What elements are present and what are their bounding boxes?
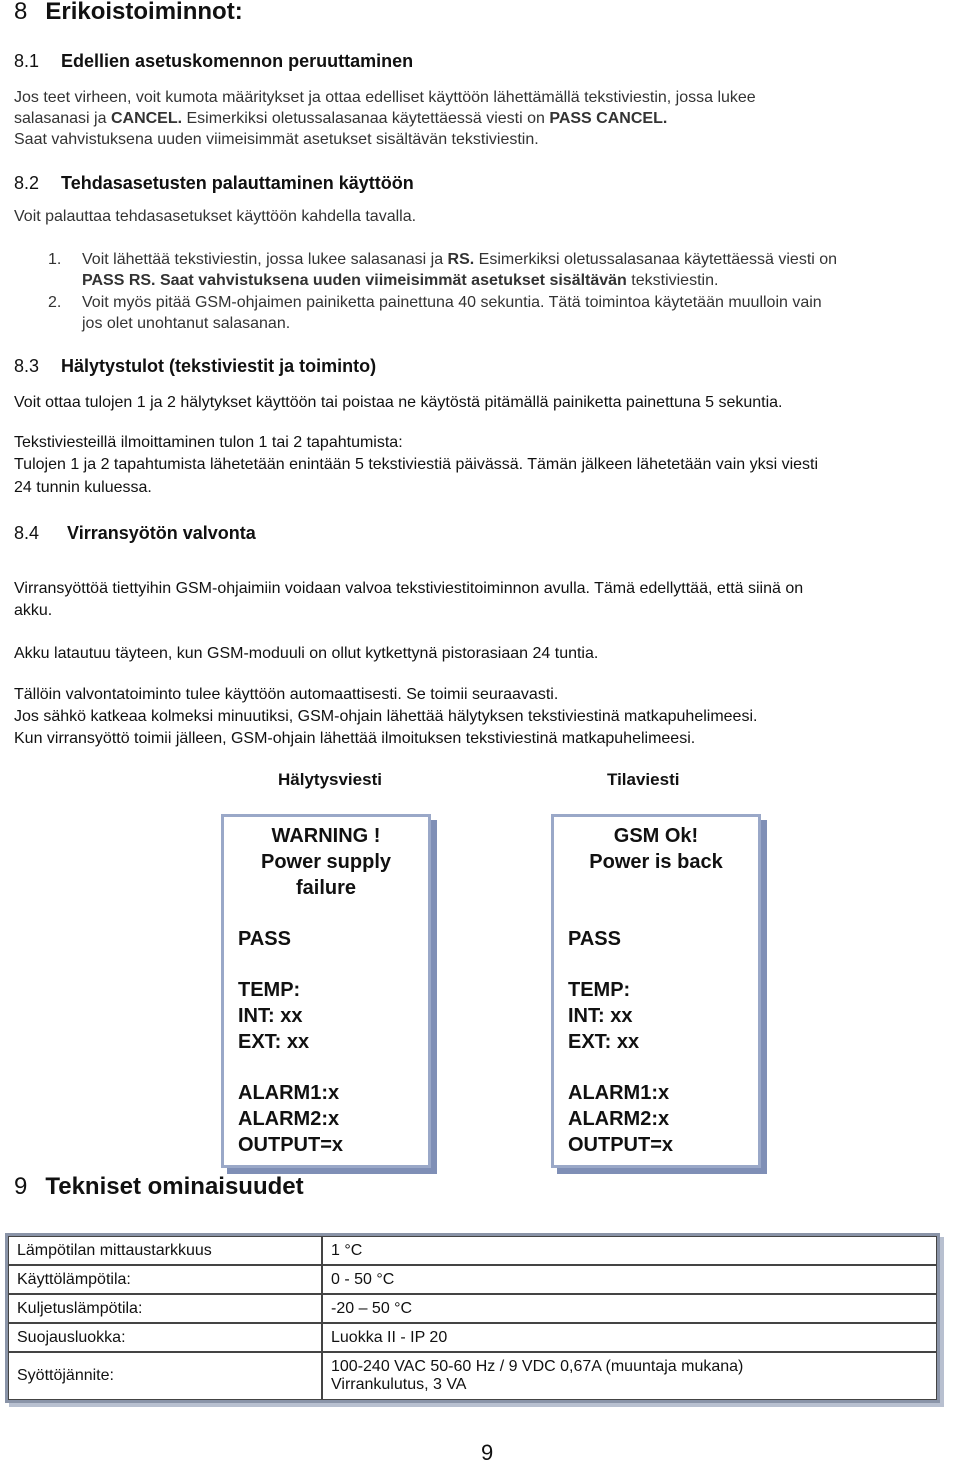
alarm-title-1: WARNING ! — [271, 825, 381, 847]
status-alarm1: ALARM1:x — [568, 1082, 670, 1104]
table-row — [8, 1352, 937, 1400]
section-8-2-intro: Voit palauttaa tehdasasetukset käyttöön kahdella tavalla. — [14, 208, 417, 225]
status-output: OUTPUT=x — [568, 1134, 674, 1156]
spec-value-line-2: Virrankulutus, 3 VA — [331, 1376, 467, 1393]
section-8-4-para-6: Kun virransyöttö toimii jälleen, GSM-ohjain lähettää ilmoituksen tekstiviestinä matkapuhelimeesi. — [14, 730, 696, 747]
spec-value: 1 °C — [322, 1236, 937, 1265]
section-8-3-para-1: Voit ottaa tulojen 1 ja 2 hälytykset käyttöön tai poistaa ne käytöstä pitämällä painiketta painettuna 5 sekuntia. — [14, 394, 783, 411]
specifications-table — [5, 1233, 940, 1403]
spec-value: -20 – 50 °C — [322, 1294, 937, 1323]
alarm-ext: EXT: xx — [238, 1031, 310, 1053]
alarm-message-label: Hälytysviesti — [278, 770, 382, 789]
section-8-4-para-2: akku. — [14, 602, 53, 619]
list-item-1-line-2: PASS RS. Saat vahvistuksena uuden viimeisimmät asetukset sisältävän tekstiviestin. — [82, 272, 719, 289]
section-8-heading: 8 Erikoistoiminnot: — [14, 0, 243, 25]
alarm-sms-box — [221, 814, 431, 1168]
page-number: 9 — [481, 1440, 494, 1465]
table-row — [8, 1294, 937, 1323]
alarm-temp: TEMP: — [238, 979, 301, 1001]
spec-key: Käyttölämpötila: — [8, 1265, 322, 1294]
section-8-3-heading: 8.3 Hälytystulot (tekstiviestit ja toiminto) — [14, 356, 377, 376]
list-item-2-line-2: jos olet unohtanut salasanan. — [82, 315, 291, 332]
section-8-4-para-5: Jos sähkö katkeaa kolmeksi minuutiksi, GSM-ohjain lähettää hälytyksen tekstiviestinä matkapuhelimeesi. — [14, 708, 758, 725]
list-item-2-line-1: Voit myös pitää GSM-ohjaimen painiketta painettuna 40 sekuntia. Tätä toimintoa käytetään muulloin vain — [82, 294, 822, 311]
section-8-4-para-3: Akku latautuu täyteen, kun GSM-moduuli on ollut kytkettynä pistorasiaan 24 tuntia. — [14, 645, 599, 662]
alarm-title-2: Power supply — [260, 851, 392, 873]
section-8-1-heading: 8.1 Edellien asetuskomennon peruuttaminen — [14, 51, 414, 71]
section-8-2-heading: 8.2 Tehdasasetusten palauttaminen käyttöön — [14, 173, 414, 193]
spec-value — [322, 1352, 937, 1400]
alarm-int: INT: xx — [238, 1005, 303, 1027]
alarm-pass: PASS — [238, 928, 291, 950]
section-8-3-para-2: Tekstiviesteillä ilmoittaminen tulon 1 tai 2 tapahtumista: — [14, 434, 403, 451]
spec-key: Syöttöjännite: — [8, 1352, 322, 1400]
table-row — [8, 1236, 937, 1265]
table-row — [8, 1265, 937, 1294]
status-sms-box — [551, 814, 761, 1168]
section-8-3-para-3: Tulojen 1 ja 2 tapahtumista lähetetään enintään 5 tekstiviestiä päivässä. Tämän jälkeen lähetetään vain yksi viesti — [14, 456, 819, 473]
spec-value-line-1: 100-240 VAC 50-60 Hz / 9 VDC 0,67A (muuntaja mukana) — [331, 1358, 744, 1375]
status-title-1: GSM Ok! — [613, 825, 699, 847]
list-item-1-number: 1. — [48, 251, 62, 268]
section-8-4-para-4: Tällöin valvontatoiminto tulee käyttöön automaattisesti. Se toimii seuraavasti. — [14, 686, 559, 703]
alarm-alarm2: ALARM2:x — [238, 1108, 340, 1130]
section-8-1-line-2: salasanasi ja CANCEL. Esimerkiksi oletussalasanaa käytettäessä viesti on PASS CANCEL. — [14, 110, 668, 127]
alarm-title-3: failure — [295, 877, 357, 899]
spec-key: Suojausluokka: — [8, 1323, 322, 1352]
section-8-4-para-1: Virransyöttöä tiettyihin GSM-ohjaimiin voidaan valvoa tekstiviestitoiminnon avulla. Tämä edellyttää, että siinä on — [14, 580, 804, 597]
list-item-1-line-1: Voit lähettää tekstiviestin, jossa lukee salasanasi ja RS. Esimerkiksi oletussalasanaa käytettäessä viesti on — [82, 251, 838, 268]
status-temp: TEMP: — [568, 979, 631, 1001]
list-item-2-number: 2. — [48, 294, 62, 311]
status-ext: EXT: xx — [568, 1031, 640, 1053]
section-8-3-para-4: 24 tunnin kuluessa. — [14, 479, 152, 496]
status-alarm2: ALARM2:x — [568, 1108, 670, 1130]
spec-value: Luokka II - IP 20 — [322, 1323, 937, 1352]
table-row — [8, 1323, 937, 1352]
section-8-4-heading: 8.4 Virransyötön valvonta — [14, 523, 256, 543]
section-9-heading: 9 Tekniset ominaisuudet — [14, 1173, 304, 1200]
alarm-alarm1: ALARM1:x — [238, 1082, 340, 1104]
spec-key: Lämpötilan mittaustarkkuus — [8, 1236, 322, 1265]
status-title-2: Power is back — [589, 851, 723, 873]
spec-value: 0 - 50 °C — [322, 1265, 937, 1294]
status-int: INT: xx — [568, 1005, 633, 1027]
section-8-1-line-1: Jos teet virheen, voit kumota määritykset ja ottaa edelliset käyttöön lähettämällä tekstiviestin, jossa lukee — [14, 89, 756, 106]
status-pass: PASS — [568, 928, 621, 950]
spec-key: Kuljetuslämpötila: — [8, 1294, 322, 1323]
alarm-output: OUTPUT=x — [238, 1134, 344, 1156]
section-8-1-line-3: Saat vahvistuksena uuden viimeisimmät asetukset sisältävän tekstiviestin. — [14, 131, 539, 148]
status-message-label: Tilaviesti — [607, 770, 680, 789]
